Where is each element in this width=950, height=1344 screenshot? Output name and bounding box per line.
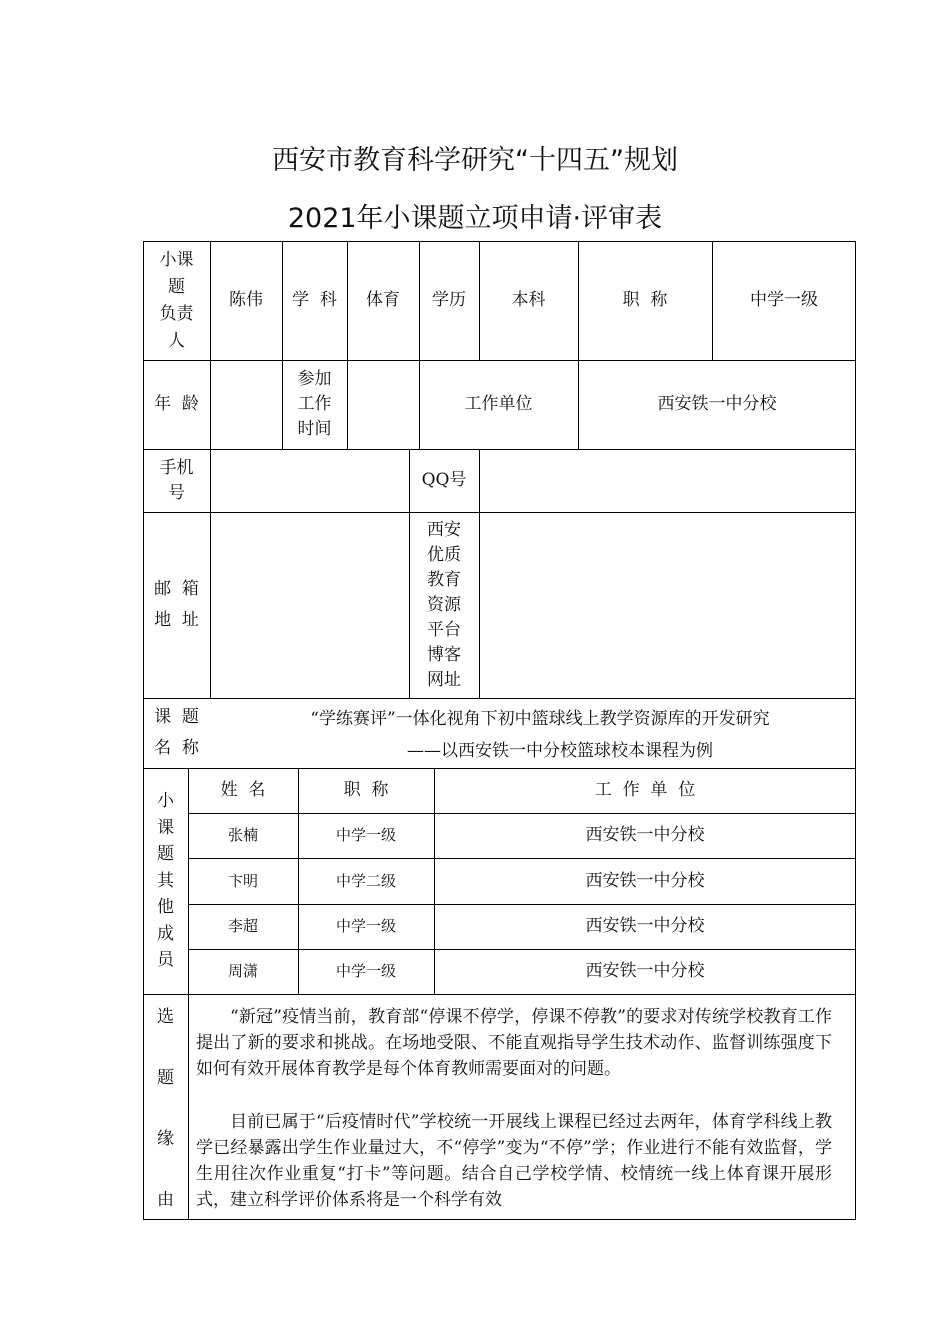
member-unit[interactable]: 西安铁一中分校 xyxy=(585,961,705,981)
education-value[interactable]: 本科 xyxy=(511,290,546,310)
topic-line1: “学练赛评”一体化视角下初中篮球线上教学资源库的开发研究 xyxy=(310,708,770,729)
work-start-label: 参加 工作 时间 xyxy=(297,369,332,439)
member-name[interactable]: 张楠 xyxy=(227,826,258,844)
topic-line2: ——以西安铁一中分校篮球校本课程为例 xyxy=(407,740,713,761)
reason-paragraph-2: 目前已属于“后疫情时代”学校统一开展线上课程已经过去两年，体育学科线上教学已经暴露出学生作业量过大，不“停学”变为“不停”学；作业进行不能有效监督，学生用往次作业重复“打卡”等问题。结合自己学校学情、校情统一线上体育课开展形式，建立科学评价体系将是一个科学有效 xyxy=(196,1112,832,1210)
reason-label-char: 题 xyxy=(157,1067,174,1088)
education-label: 学历 xyxy=(432,290,466,310)
member-name[interactable]: 周潇 xyxy=(227,962,258,980)
email-value[interactable] xyxy=(210,512,409,698)
subject-label: 学 科 xyxy=(292,290,337,310)
member-title[interactable]: 中学一级 xyxy=(335,917,396,935)
qq-value[interactable] xyxy=(479,449,856,512)
page-title: 西安市教育科学研究“十四五”规划 xyxy=(272,145,678,176)
blog-value[interactable] xyxy=(479,512,856,698)
leader-label: 小课 题 负责 人 xyxy=(159,249,194,351)
member-title[interactable]: 中学二级 xyxy=(335,871,396,890)
qq-label: QQ号 xyxy=(421,470,467,490)
reason-paragraph-1: “新冠”疫情当前，教育部“停课不停学，停课不停教”的要求对传统学校教育工作提出了新的要求和挑战。在场地受限、不能直观指导学生技术动作、监督训练强度下如何有效开展体育教学是每个体育教师需要面对的问题。 xyxy=(196,1007,832,1079)
member-title[interactable]: 中学一级 xyxy=(335,826,396,844)
phone-label: 手机 号 xyxy=(159,457,194,503)
page-subtitle: 2021年小课题立项申请·评审表 xyxy=(287,203,663,234)
age-label: 年 龄 xyxy=(154,394,199,414)
member-name[interactable]: 李超 xyxy=(227,917,258,935)
member-title[interactable]: 中学一级 xyxy=(335,962,396,980)
members-header-title: 职 称 xyxy=(343,780,389,800)
age-value[interactable] xyxy=(210,360,282,449)
work-unit-value[interactable]: 西安铁一中分校 xyxy=(657,394,777,414)
work-start-value[interactable] xyxy=(347,360,419,449)
blog-label: 西安 优质 教育 资源 平台 博客 网址 xyxy=(427,519,461,690)
title-label: 职 称 xyxy=(622,290,668,310)
members-header-name: 姓 名 xyxy=(220,780,266,800)
topic-label: 课 题 名 称 xyxy=(154,707,199,758)
title-value[interactable]: 中学一级 xyxy=(750,290,818,310)
members-label: 小 课 题 其 他 成 员 xyxy=(157,791,174,971)
member-unit[interactable]: 西安铁一中分校 xyxy=(585,916,705,936)
email-label: 邮 箱 地 址 xyxy=(154,579,199,630)
members-header-unit: 工 作 单 位 xyxy=(594,780,696,800)
reason-label-char: 由 xyxy=(157,1189,174,1210)
reason-label-char: 选 xyxy=(157,1006,174,1027)
member-name[interactable]: 卞明 xyxy=(227,871,258,890)
member-unit[interactable]: 西安铁一中分校 xyxy=(585,825,705,845)
reason-label-char: 缘 xyxy=(157,1128,174,1149)
subject-value[interactable]: 体育 xyxy=(366,290,400,310)
leader-name[interactable]: 陈伟 xyxy=(229,290,263,310)
work-unit-label: 工作单位 xyxy=(464,394,533,414)
phone-value[interactable] xyxy=(210,449,409,512)
member-unit[interactable]: 西安铁一中分校 xyxy=(585,870,705,891)
